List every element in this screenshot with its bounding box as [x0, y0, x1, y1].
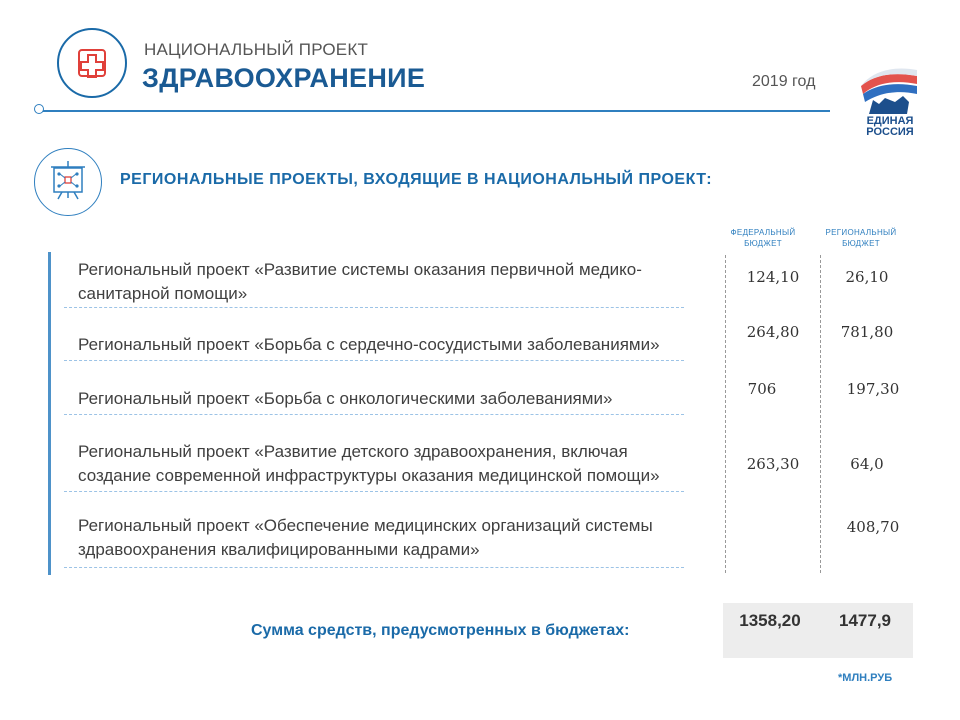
federal-budget-header: ФЕДЕРАЛЬНЫЙ БЮДЖЕТ [730, 228, 796, 248]
row-separator [64, 307, 684, 308]
table-row [78, 258, 723, 306]
section-icon-frame [34, 148, 102, 216]
table-left-bar [48, 252, 51, 575]
table-row [78, 514, 723, 562]
federal-value: 124,10 [746, 268, 800, 286]
project-name-line: здравоохранения квалифицированными кадрами» [78, 540, 480, 559]
project-name-line: Региональный проект «Борьба с сердечно-сосудистыми заболеваниями» [78, 335, 660, 354]
table-row [78, 387, 723, 411]
row-separator [64, 567, 684, 568]
medical-cross-icon [59, 30, 125, 96]
presentation-board-icon [35, 149, 101, 215]
regional-budget-header: РЕГИОНАЛЬНЫЙ БЮДЖЕТ [825, 228, 897, 248]
flag-bear-icon [855, 64, 925, 116]
regional-total: 1477,9 [839, 611, 891, 630]
project-name-line: Региональный проект «Борьба с онкологическими заболеваниями» [78, 389, 613, 408]
project-name-line: Региональный проект «Обеспечение медицинских организаций системы [78, 516, 653, 535]
section-title: РЕГИОНАЛЬНЫЕ ПРОЕКТЫ, ВХОДЯЩИЕ В НАЦИОНАЛЬНЫЙ ПРОЕКТ: [120, 171, 713, 188]
regional-value: 197,30 [846, 380, 900, 398]
totals-label: Сумма средств, предусмотренных в бюджетах: [251, 622, 630, 639]
unit-note: *МЛН.РУБ [838, 672, 893, 684]
project-name-line: Региональный проект «Развитие детского здравоохранения, включая [78, 442, 628, 461]
row-separator [64, 491, 684, 492]
regional-value: 64,0 [850, 455, 884, 473]
regional-value: 781,80 [840, 323, 894, 341]
table-row [78, 440, 723, 488]
project-name-line: санитарной помощи» [78, 284, 248, 303]
page-title: ЗДРАВООХРАНЕНИЕ [142, 63, 426, 93]
federal-value: 264,80 [746, 323, 800, 341]
column-divider [725, 255, 726, 573]
year-label: 2019 год [752, 73, 816, 90]
national-project-logo [57, 28, 127, 98]
regional-value: 408,70 [846, 518, 900, 536]
row-separator [64, 360, 684, 361]
header-divider [40, 110, 830, 112]
column-divider [820, 255, 821, 573]
project-supertitle: НАЦИОНАЛЬНЫЙ ПРОЕКТ [144, 40, 369, 59]
regional-value: 26,10 [845, 268, 889, 286]
federal-value: 263,30 [746, 455, 800, 473]
project-name-line: Региональный проект «Развитие системы оказания первичной медико- [78, 260, 642, 279]
header-divider-dot [34, 104, 44, 114]
party-logo-text: ЕДИНАЯ РОССИЯ [866, 115, 914, 138]
federal-total: 1358,20 [739, 611, 801, 630]
project-name-line: создание современной инфраструктуры оказания медицинской помощи» [78, 466, 660, 485]
row-separator [64, 414, 684, 415]
table-row [78, 333, 723, 357]
federal-value: 706 [747, 380, 777, 398]
